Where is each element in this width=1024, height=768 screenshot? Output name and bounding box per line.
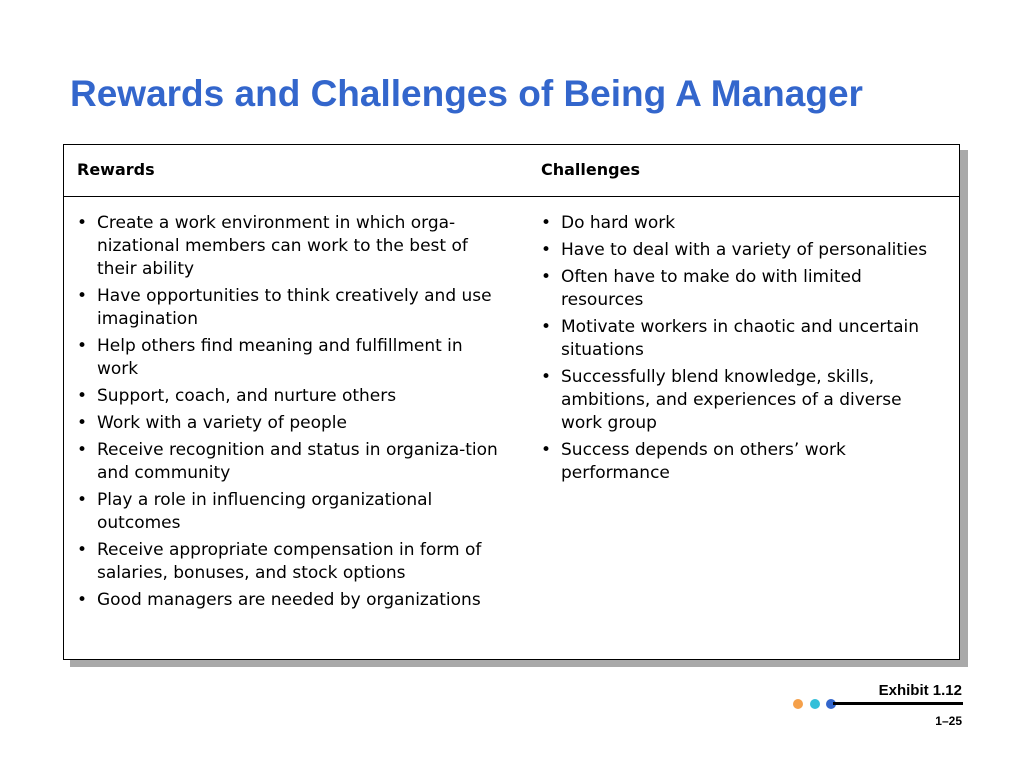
page-number: 1–25 (935, 714, 962, 728)
challenges-header: Challenges (541, 160, 640, 179)
reward-text: Work with a variety of people (97, 413, 347, 433)
bullet-icon: • (77, 336, 88, 356)
list-item (77, 589, 502, 612)
list-item (541, 212, 941, 235)
bullet-icon: • (541, 317, 552, 337)
list-item (541, 266, 941, 312)
orange-dot-icon (793, 699, 803, 709)
list-item (77, 439, 502, 485)
reward-text: Help others find meaning and fulfillment in work (97, 336, 463, 379)
reward-text: Play a role in influencing organizational outcomes (97, 490, 433, 533)
list-item (77, 335, 502, 381)
bullet-icon: • (77, 490, 88, 510)
list-item (541, 239, 941, 262)
bullet-icon: • (77, 386, 88, 406)
exhibit-rule (833, 702, 963, 705)
rewards-header: Rewards (77, 160, 155, 179)
bullet-icon: • (77, 213, 88, 233)
list-item (541, 316, 941, 362)
challenge-text: Often have to make do with limited resources (561, 267, 862, 310)
list-item (77, 412, 502, 435)
bullet-icon: • (541, 440, 552, 460)
challenge-text: Do hard work (561, 213, 676, 233)
list-item (541, 439, 941, 485)
list-item (77, 539, 502, 585)
challenges-list (541, 212, 941, 489)
list-item (77, 285, 502, 331)
reward-text: Receive appropriate compensation in form of salaries, bonuses, and stock options (97, 540, 482, 583)
reward-text: Support, coach, and nurture others (97, 386, 397, 406)
slide-title: Rewards and Challenges of Being A Manager (70, 73, 863, 114)
reward-text: Receive recognition and status in organiza-tion and community (97, 440, 498, 483)
bullet-icon: • (541, 213, 552, 233)
bullet-icon: • (541, 267, 552, 287)
reward-text: Good managers are needed by organizations (97, 590, 481, 610)
exhibit-label: Exhibit 1.12 (878, 682, 962, 699)
reward-text: Create a work environment in which orga-nizational members can work to the best of their ability (97, 213, 468, 279)
challenge-text: Successfully blend knowledge, skills, ambitions, and experiences of a diverse work group (561, 367, 902, 433)
reward-text: Have opportunities to think creatively and use imagination (97, 286, 492, 329)
list-item (77, 385, 502, 408)
bullet-icon: • (77, 413, 88, 433)
challenge-text: Success depends on others’ work performance (561, 440, 846, 483)
list-item (541, 366, 941, 435)
bullet-icon: • (77, 540, 88, 560)
rewards-list (77, 212, 502, 616)
challenge-text: Motivate workers in chaotic and uncertain situations (561, 317, 919, 360)
bullet-icon: • (541, 367, 552, 387)
list-item (77, 212, 502, 281)
challenge-text: Have to deal with a variety of personalities (561, 240, 928, 260)
bullet-icon: • (77, 590, 88, 610)
exhibit-table (63, 144, 960, 660)
bullet-icon: • (77, 440, 88, 460)
list-item (77, 489, 502, 535)
bullet-icon: • (541, 240, 552, 260)
table-header (64, 145, 959, 197)
cyan-dot-icon (810, 699, 820, 709)
bullet-icon: • (77, 286, 88, 306)
